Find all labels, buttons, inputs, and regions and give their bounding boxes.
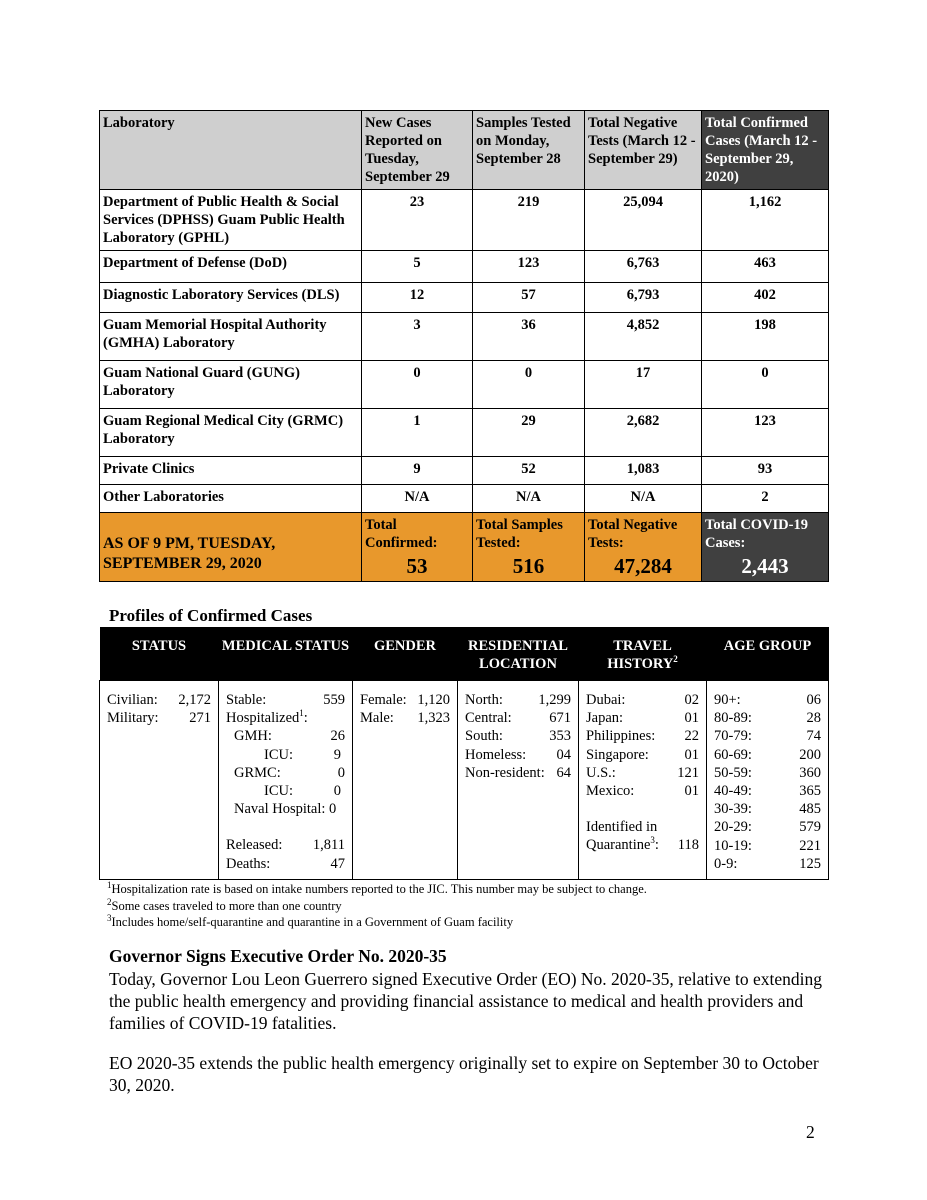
total-samples-label: Total Samples Tested: [476, 517, 563, 551]
eo-paragraph-1: Today, Governor Lou Leon Guerrero signed Executive Order (EO) No. 2020-35, relative to extending the public health emergency and providing financial assistance to medical and health providers and families of COVID-19 fatalities. [109, 969, 822, 1033]
age-row-value: 28 [806, 710, 821, 727]
samples-tested-value: N/A [473, 485, 585, 513]
residential-row-key: Non-resident: [465, 764, 545, 781]
quarantine-label: Identified in [586, 819, 658, 836]
age-row-value: 200 [799, 746, 821, 763]
header-gender: GENDER [353, 627, 458, 681]
travel-row [586, 727, 699, 745]
travel-cell [579, 681, 707, 880]
lab-row [100, 283, 829, 313]
total-confirmed-label: Total Confirmed: [365, 517, 438, 551]
confirmed-cases-value: 93 [702, 457, 829, 485]
new-cases-value: 9 [362, 457, 473, 485]
age-row [714, 782, 821, 800]
profiles-header [100, 627, 829, 681]
negative-tests-value: N/A [585, 485, 702, 513]
released-row: Released: 1,811 [226, 837, 345, 854]
lab-row [100, 190, 829, 251]
new-cases-value: 23 [362, 190, 473, 251]
travel-row-key: U.S.: [586, 764, 616, 781]
lab-name: Diagnostic Laboratory Services (DLS) [100, 283, 362, 313]
status-row [107, 691, 211, 709]
age-row-key: 90+: [714, 692, 741, 708]
totals-row [100, 513, 829, 582]
lab-table-header [100, 111, 829, 190]
footnote: $^1$Hospitalization rate is based on intake numbers reported to the JIC. This number may be subject to change. [107, 879, 647, 896]
total-samples-cell [473, 513, 585, 582]
lab-row [100, 485, 829, 513]
gender-row-key: Female: [360, 692, 407, 708]
confirmed-cases-value: 1,162 [702, 190, 829, 251]
residential-row [465, 727, 571, 745]
grmc-row: GRMC: 0 [234, 764, 345, 781]
lab-row [100, 409, 829, 457]
status-row-value: 2,172 [178, 692, 211, 708]
confirmed-cases-value: 0 [702, 361, 829, 409]
total-negative-cell [585, 513, 702, 582]
deaths-row: Deaths: 47 [226, 855, 345, 872]
travel-row-value: 121 [677, 764, 699, 781]
gender-row-value: 1,323 [417, 710, 450, 727]
travel-row [586, 691, 699, 709]
hospitalized-row: Hospitalized$^1$: [226, 708, 308, 727]
lab-name: Other Laboratories [100, 485, 362, 513]
residential-row [465, 709, 571, 727]
footnotes [107, 881, 647, 931]
new-cases-value: 5 [362, 251, 473, 283]
age-row [714, 691, 821, 709]
samples-tested-value: 219 [473, 190, 585, 251]
residential-row [465, 746, 571, 764]
new-cases-value: N/A [362, 485, 473, 513]
lab-name: Guam Regional Medical City (GRMC) Laboratory [100, 409, 362, 457]
quarantine-row: Quarantine$^3$: 118 [586, 835, 699, 854]
travel-row-key: Dubai: [586, 692, 626, 708]
negative-tests-value: 1,083 [585, 457, 702, 485]
travel-row-key: Japan: [586, 710, 624, 727]
gender-row-value: 1,120 [417, 692, 450, 708]
header-residential-location: RESIDENTIAL LOCATION [458, 627, 579, 681]
residential-row-value: 04 [556, 746, 571, 763]
age-row-key: 40-49: [714, 783, 752, 800]
gender-row-key: Male: [360, 710, 394, 727]
eo-paragraph-2: EO 2020-35 extends the public health emergency originally set to expire on September 30 to October 30, 2020. [109, 1053, 819, 1095]
age-row-key: 70-79: [714, 728, 752, 745]
age-row-value: 360 [799, 764, 821, 781]
travel-row-key: Mexico: [586, 783, 635, 800]
footnote: $^3$Includes home/self-quarantine and quarantine in a Government of Guam facility [107, 912, 514, 929]
samples-tested-value: 123 [473, 251, 585, 283]
total-covid-cell [702, 513, 829, 582]
travel-row [586, 782, 699, 800]
medical-status-cell [219, 681, 353, 880]
residential-row [465, 764, 571, 782]
total-covid-label: Total COVID-19 Cases: [705, 517, 808, 551]
header-medical-status: MEDICAL STATUS [219, 627, 353, 681]
total-confirmed-value: 53 [406, 554, 428, 578]
lab-name: Guam Memorial Hospital Authority (GMHA) Laboratory [100, 313, 362, 361]
stable-row: Stable: 559 [226, 692, 345, 708]
new-cases-value: 3 [362, 313, 473, 361]
age-row-key: 30-39: [714, 801, 752, 818]
residential-row-key: North: [465, 692, 503, 708]
header-total-confirmed: Total Confirmed Cases (March 12 - September 29, 2020) [702, 111, 829, 190]
header-status: STATUS [100, 627, 219, 681]
samples-tested-value: 52 [473, 457, 585, 485]
travel-row [586, 764, 699, 782]
profiles-title: Profiles of Confirmed Cases [109, 606, 313, 625]
age-row [714, 855, 821, 873]
residential-row-key: Central: [465, 710, 512, 727]
residential-row [465, 691, 571, 709]
negative-tests-value: 4,852 [585, 313, 702, 361]
samples-tested-value: 29 [473, 409, 585, 457]
age-row [714, 800, 821, 818]
age-row [714, 818, 821, 836]
header-age-group: AGE GROUP [707, 627, 829, 681]
travel-row-value: 22 [684, 728, 699, 745]
travel-row-key: Philippines: [586, 728, 656, 745]
lab-row [100, 361, 829, 409]
gender-row [360, 709, 450, 727]
samples-tested-value: 36 [473, 313, 585, 361]
header-total-negative: Total Negative Tests (March 12 - September 29) [585, 111, 702, 190]
lab-row [100, 313, 829, 361]
travel-row-value: 01 [684, 746, 699, 763]
residential-row-key: Homeless: [465, 746, 527, 763]
age-row-value: 365 [799, 783, 821, 800]
confirmed-cases-value: 2 [702, 485, 829, 513]
age-row [714, 837, 821, 855]
status-row [107, 709, 211, 727]
negative-tests-value: 25,094 [585, 190, 702, 251]
gmh-row: GMH: 26 [234, 728, 345, 745]
confirmed-cases-value: 402 [702, 283, 829, 313]
residential-row-value: 353 [549, 728, 571, 745]
total-covid-value: 2,443 [741, 554, 789, 578]
travel-row [586, 709, 699, 727]
age-row [714, 746, 821, 764]
age-row-key: 50-59: [714, 764, 752, 781]
lab-row [100, 251, 829, 283]
status-row-key: Military: [107, 710, 159, 727]
total-samples-value: 516 [512, 554, 545, 578]
eo-heading: Governor Signs Executive Order No. 2020-35 [109, 946, 447, 966]
age-row-value: 485 [799, 801, 821, 818]
age-row-value: 125 [799, 855, 821, 872]
gender-cell [353, 681, 458, 880]
travel-row-value: 01 [684, 710, 699, 727]
lab-name: Guam National Guard (GUNG) Laboratory [100, 361, 362, 409]
lab-row [100, 457, 829, 485]
confirmed-cases-value: 123 [702, 409, 829, 457]
age-group-cell [707, 681, 829, 880]
lab-name: Private Clinics [100, 457, 362, 485]
age-row-value: 221 [799, 837, 821, 854]
age-row-key: 10-19: [714, 837, 752, 854]
residential-cell [458, 681, 579, 880]
age-row-key: 20-29: [714, 819, 752, 836]
age-row-key: 0-9: [714, 855, 738, 872]
negative-tests-value: 6,763 [585, 251, 702, 283]
footnote: $^2$Some cases traveled to more than one country [107, 896, 342, 913]
profiles-body [100, 681, 829, 880]
negative-tests-value: 6,793 [585, 283, 702, 313]
age-row-key: 60-69: [714, 746, 752, 763]
status-row-key: Civilian: [107, 692, 158, 708]
residential-row-key: South: [465, 728, 503, 745]
new-cases-value: 1 [362, 409, 473, 457]
gmh-icu-row: ICU: 9 [264, 746, 341, 763]
age-row-value: 74 [806, 728, 821, 745]
travel-row-key: Singapore: [586, 746, 649, 763]
status-row-value: 271 [189, 710, 211, 727]
new-cases-value: 0 [362, 361, 473, 409]
residential-row-value: 671 [549, 710, 571, 727]
age-row-value: 06 [806, 692, 821, 708]
header-samples-tested: Samples Tested on Monday, September 28 [473, 111, 585, 190]
gender-row [360, 691, 450, 709]
total-negative-label: Total Negative Tests: [588, 517, 678, 551]
confirmed-cases-value: 463 [702, 251, 829, 283]
lab-name: Department of Public Health & Social Services (DPHSS) Guam Public Health Laboratory (GPHL) [100, 190, 362, 251]
age-row [714, 764, 821, 782]
lab-name: Department of Defense (DoD) [100, 251, 362, 283]
confirmed-cases-value: 198 [702, 313, 829, 361]
header-travel-history: TRAVEL HISTORY$^2$ [579, 627, 707, 681]
header-new-cases: New Cases Reported on Tuesday, September 29 [362, 111, 473, 190]
status-cell [100, 681, 219, 880]
travel-row [586, 746, 699, 764]
samples-tested-value: 0 [473, 361, 585, 409]
totals-label-cell [100, 513, 362, 582]
new-cases-value: 12 [362, 283, 473, 313]
total-negative-value: 47,284 [614, 554, 672, 578]
negative-tests-value: 17 [585, 361, 702, 409]
page-number: 2 [806, 1122, 815, 1142]
header-laboratory: Laboratory [100, 111, 362, 190]
residential-row-value: 64 [556, 764, 571, 781]
naval-hospital-row: Naval Hospital: 0 [234, 801, 337, 818]
residential-row-value: 1,299 [538, 692, 571, 708]
negative-tests-value: 2,682 [585, 409, 702, 457]
totals-label: AS OF 9 PM, TUESDAY, SEPTEMBER 29, 2020 [103, 535, 276, 572]
grmc-icu-row: ICU: 0 [264, 783, 341, 800]
age-row [714, 709, 821, 727]
age-row-value: 579 [799, 819, 821, 836]
samples-tested-value: 57 [473, 283, 585, 313]
age-row-key: 80-89: [714, 710, 752, 727]
travel-row-value: 02 [684, 692, 699, 708]
total-confirmed-cell [362, 513, 473, 582]
profiles-table [99, 627, 829, 880]
lab-results-table [99, 110, 829, 582]
travel-row-value: 01 [684, 783, 699, 800]
age-row [714, 727, 821, 745]
